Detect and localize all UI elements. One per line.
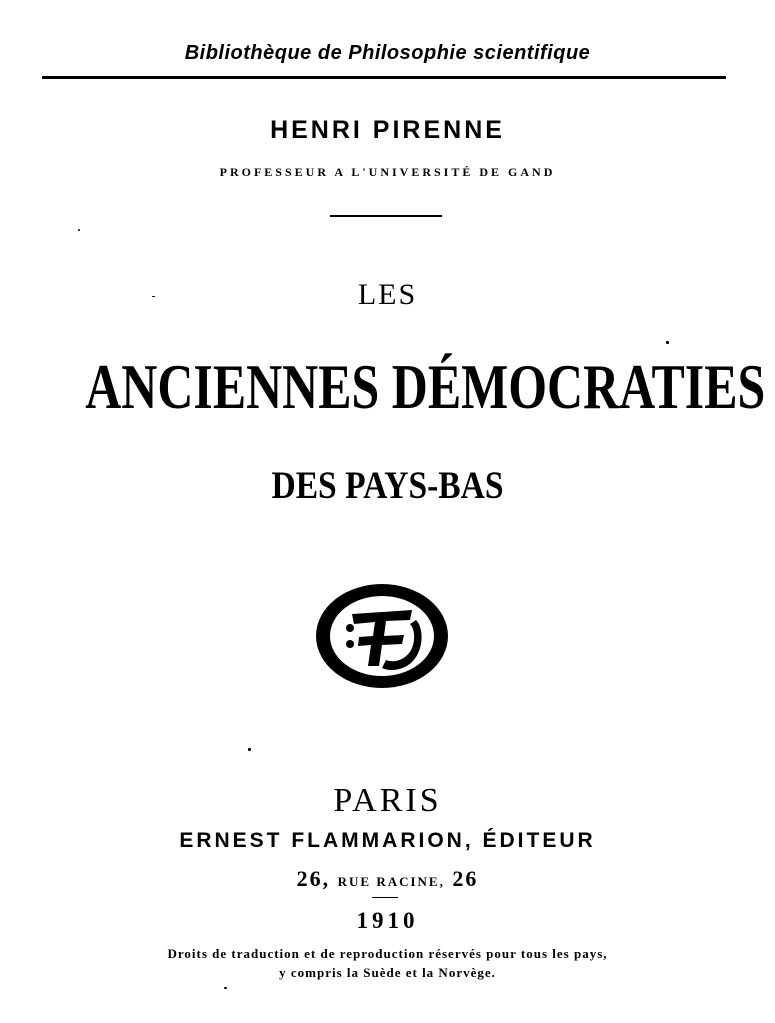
imprint-year: 1910 [356,908,419,933]
print-speck [152,296,155,297]
ef-monogram-icon [312,580,452,692]
address-street: RUE RACINE, [337,874,445,889]
title-subtitle: DES PAYS-BAS [271,464,504,507]
author-divider [330,215,442,217]
imprint-address [0,866,775,892]
author-name: HENRI PIRENNE [270,116,505,144]
print-speck [78,229,80,231]
imprint-divider [372,897,398,898]
rights-line-2: y compris la Suède et la Norvège. [279,965,496,980]
print-speck [224,987,227,989]
print-speck [666,341,669,344]
rights-line-1: Droits de traduction et de reproduction réservés pour tous les pays, [167,946,608,961]
series-title: Bibliothèque de Philosophie scientifique [184,42,591,64]
address-number-right: 26 [452,866,479,891]
print-speck [248,748,251,751]
title-line-1: LES [357,278,418,311]
header-rule [42,76,726,79]
author-affiliation: PROFESSEUR A L'UNIVERSITÉ DE GAND [219,165,556,179]
rights-notice [0,944,775,982]
imprint-city: PARIS [333,782,442,819]
imprint-publisher: ERNEST FLAMMARION, ÉDITEUR [179,829,596,852]
address-number-left: 26, [296,866,331,891]
title-main: ANCIENNES DÉMOCRATIES [85,351,766,422]
